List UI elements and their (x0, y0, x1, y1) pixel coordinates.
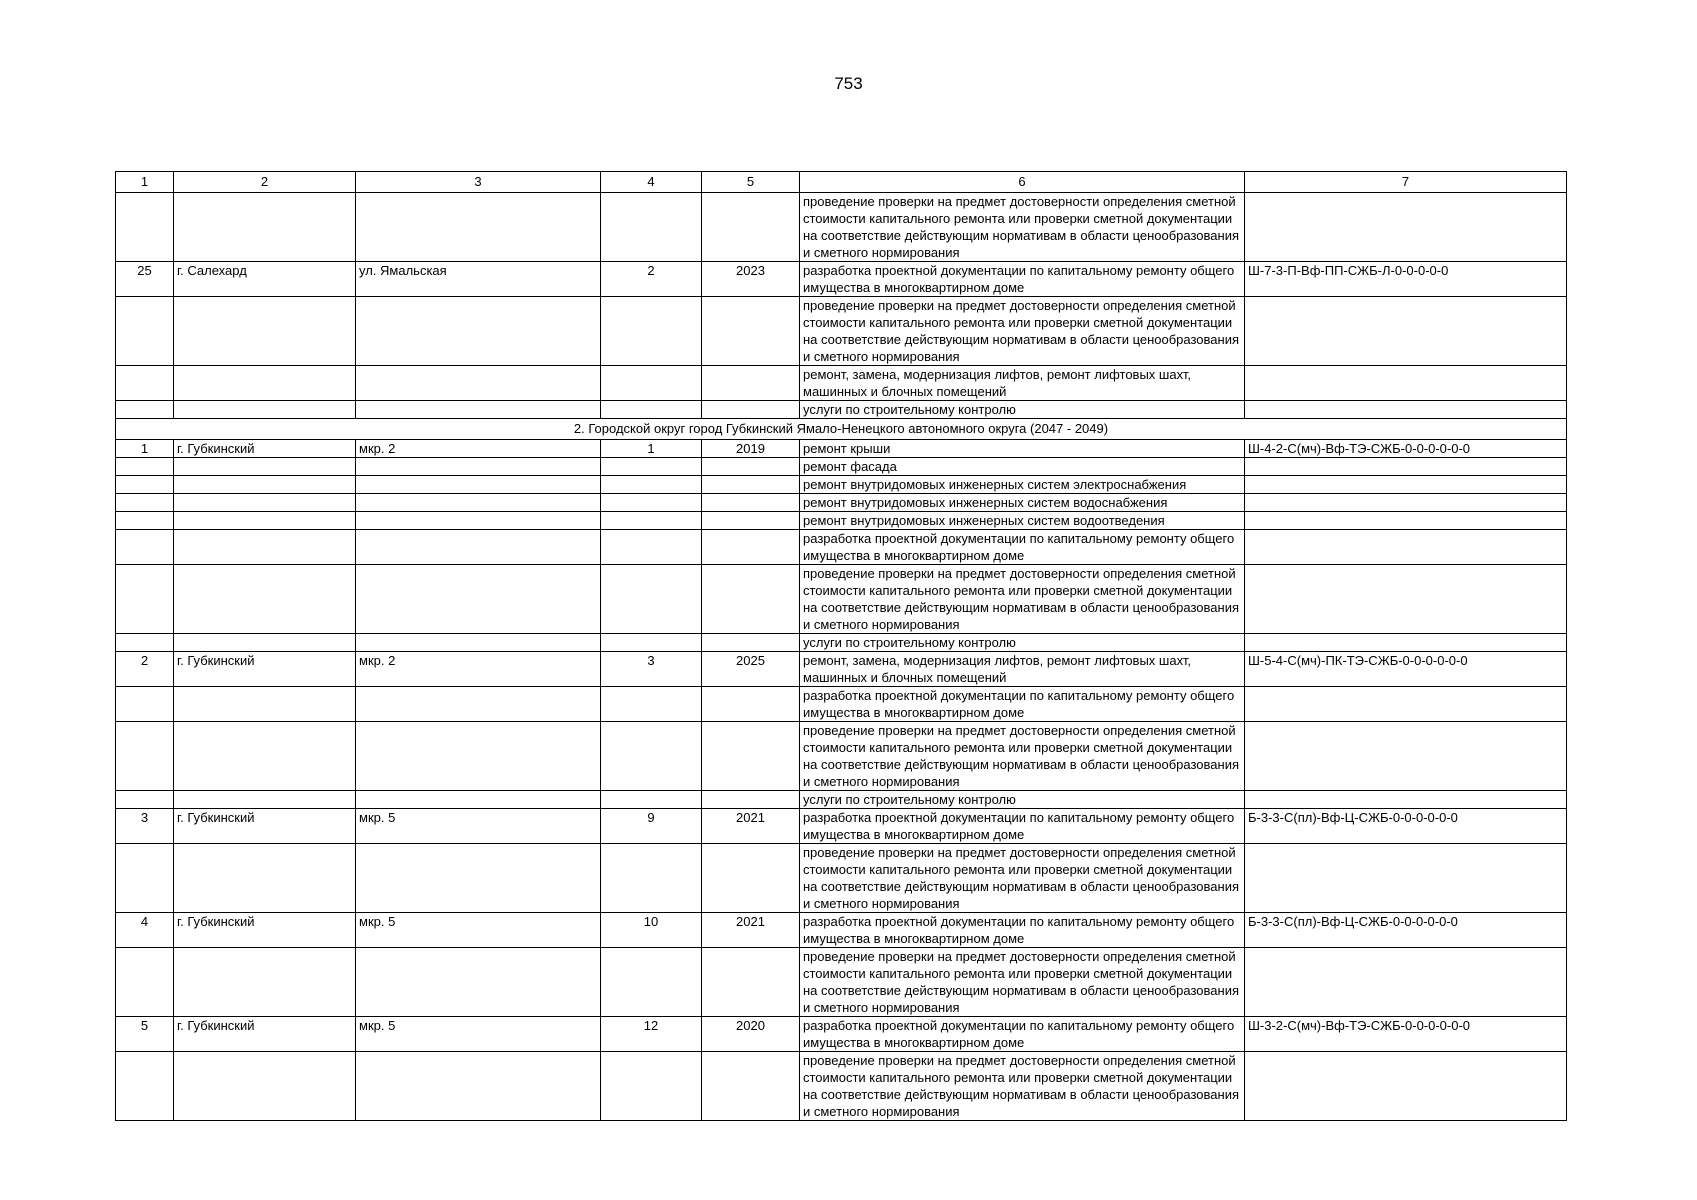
header-cell: 3 (356, 172, 601, 193)
work-type-cell: ремонт внутридомовых инженерных систем водоснабжения (800, 494, 1245, 512)
year-cell (702, 530, 800, 565)
year-cell (702, 722, 800, 791)
work-type-cell: проведение проверки на предмет достоверности определения сметной стоимости капитального ремонта или проверки сметной документации на соответствие действующим нормативам в области ценообразования и сметного нормирования (800, 1052, 1245, 1121)
house-number-cell (601, 494, 702, 512)
building-code-cell: Ш-3-2-С(мч)-Вф-ТЭ-СЖБ-0-0-0-0-0-0 (1245, 1017, 1567, 1052)
year-cell (702, 401, 800, 419)
work-type-cell: проведение проверки на предмет достоверности определения сметной стоимости капитального ремонта или проверки сметной документации на соответствие действующим нормативам в области ценообразования и сметного нормирования (800, 297, 1245, 366)
street-cell (356, 476, 601, 494)
street-cell (356, 458, 601, 476)
year-cell (702, 687, 800, 722)
work-type-cell: ремонт фасада (800, 458, 1245, 476)
work-type-cell: ремонт внутридомовых инженерных систем водоотведения (800, 512, 1245, 530)
municipality-cell (174, 297, 356, 366)
year-cell (702, 512, 800, 530)
street-cell: мкр. 2 (356, 652, 601, 687)
row-number-cell (116, 530, 174, 565)
work-type-cell: услуги по строительному контролю (800, 791, 1245, 809)
house-number-cell (601, 193, 702, 262)
year-cell: 2023 (702, 262, 800, 297)
table-row (116, 262, 1567, 297)
municipality-cell (174, 791, 356, 809)
table-row (116, 687, 1567, 722)
municipality-cell (174, 193, 356, 262)
municipality-cell (174, 458, 356, 476)
work-type-cell: услуги по строительному контролю (800, 634, 1245, 652)
street-cell (356, 844, 601, 913)
street-cell: мкр. 2 (356, 440, 601, 458)
row-number-cell (116, 494, 174, 512)
house-number-cell (601, 948, 702, 1017)
work-type-cell: ремонт, замена, модернизация лифтов, ремонт лифтовых шахт, машинных и блочных помещений (800, 652, 1245, 687)
row-number-cell (116, 193, 174, 262)
municipality-cell (174, 844, 356, 913)
header-cell: 5 (702, 172, 800, 193)
house-number-cell (601, 476, 702, 494)
municipality-cell: г. Губкинский (174, 913, 356, 948)
house-number-cell (601, 1052, 702, 1121)
house-number-cell: 1 (601, 440, 702, 458)
municipality-cell (174, 401, 356, 419)
house-number-cell (601, 634, 702, 652)
work-type-cell: проведение проверки на предмет достоверности определения сметной стоимости капитального ремонта или проверки сметной документации на соответствие действующим нормативам в области ценообразования и сметного нормирования (800, 722, 1245, 791)
street-cell (356, 722, 601, 791)
building-code-cell (1245, 565, 1567, 634)
year-cell (702, 844, 800, 913)
building-code-cell (1245, 401, 1567, 419)
row-number-cell (116, 512, 174, 530)
building-code-cell (1245, 634, 1567, 652)
house-number-cell (601, 366, 702, 401)
house-number-cell (601, 722, 702, 791)
table-row (116, 844, 1567, 913)
house-number-cell: 3 (601, 652, 702, 687)
municipality-cell (174, 494, 356, 512)
year-cell (702, 193, 800, 262)
building-code-cell: Б-3-3-С(пл)-Вф-Ц-СЖБ-0-0-0-0-0-0 (1245, 913, 1567, 948)
row-number-cell (116, 565, 174, 634)
street-cell (356, 494, 601, 512)
table-row (116, 476, 1567, 494)
street-cell (356, 1052, 601, 1121)
building-code-cell (1245, 512, 1567, 530)
municipality-cell: г. Губкинский (174, 1017, 356, 1052)
house-number-cell (601, 530, 702, 565)
section-title: 2. Городской округ город Губкинский Ямало-Ненецкого автономного округа (2047 - 2049) (116, 419, 1567, 440)
house-number-cell: 9 (601, 809, 702, 844)
table-row (116, 1052, 1567, 1121)
table-row (116, 530, 1567, 565)
table-row (116, 722, 1567, 791)
row-number-cell: 4 (116, 913, 174, 948)
header-cell: 6 (800, 172, 1245, 193)
building-code-cell: Ш-4-2-С(мч)-Вф-ТЭ-СЖБ-0-0-0-0-0-0 (1245, 440, 1567, 458)
building-code-cell (1245, 844, 1567, 913)
row-number-cell: 5 (116, 1017, 174, 1052)
work-type-cell: проведение проверки на предмет достоверности определения сметной стоимости капитального ремонта или проверки сметной документации на соответствие действующим нормативам в области ценообразования и сметного нормирования (800, 948, 1245, 1017)
row-number-cell: 2 (116, 652, 174, 687)
street-cell (356, 791, 601, 809)
year-cell (702, 1052, 800, 1121)
year-cell (702, 458, 800, 476)
row-number-cell (116, 366, 174, 401)
building-code-cell (1245, 722, 1567, 791)
street-cell (356, 401, 601, 419)
header-row (116, 172, 1567, 193)
year-cell (702, 366, 800, 401)
table-row (116, 366, 1567, 401)
street-cell: ул. Ямальская (356, 262, 601, 297)
municipality-cell: г. Губкинский (174, 440, 356, 458)
work-type-cell: разработка проектной документации по капитальному ремонту общего имущества в многоквартирном доме (800, 687, 1245, 722)
row-number-cell (116, 687, 174, 722)
header-cell: 2 (174, 172, 356, 193)
year-cell: 2021 (702, 809, 800, 844)
row-number-cell (116, 297, 174, 366)
table-row (116, 565, 1567, 634)
work-type-cell: разработка проектной документации по капитальному ремонту общего имущества в многоквартирном доме (800, 913, 1245, 948)
row-number-cell (116, 948, 174, 1017)
work-type-cell: разработка проектной документации по капитальному ремонту общего имущества в многоквартирном доме (800, 262, 1245, 297)
building-code-cell (1245, 494, 1567, 512)
table-row (116, 948, 1567, 1017)
street-cell (356, 530, 601, 565)
table-row (116, 809, 1567, 844)
street-cell (356, 634, 601, 652)
header-cell: 7 (1245, 172, 1567, 193)
house-number-cell: 12 (601, 1017, 702, 1052)
year-cell: 2019 (702, 440, 800, 458)
building-code-cell (1245, 366, 1567, 401)
year-cell (702, 297, 800, 366)
house-number-cell (601, 687, 702, 722)
work-type-cell: проведение проверки на предмет достоверности определения сметной стоимости капитального ремонта или проверки сметной документации на соответствие действующим нормативам в области ценообразования и сметного нормирования (800, 193, 1245, 262)
house-number-cell (601, 297, 702, 366)
row-number-cell (116, 634, 174, 652)
work-type-cell: ремонт крыши (800, 440, 1245, 458)
year-cell (702, 791, 800, 809)
building-code-cell (1245, 530, 1567, 565)
row-number-cell (116, 476, 174, 494)
house-number-cell (601, 565, 702, 634)
municipality-cell: г. Губкинский (174, 809, 356, 844)
municipality-cell (174, 530, 356, 565)
street-cell (356, 512, 601, 530)
table-row (116, 652, 1567, 687)
municipality-cell (174, 687, 356, 722)
work-type-cell: услуги по строительному контролю (800, 401, 1245, 419)
street-cell (356, 565, 601, 634)
row-number-cell (116, 401, 174, 419)
year-cell (702, 494, 800, 512)
municipality-cell: г. Салехард (174, 262, 356, 297)
building-code-cell (1245, 791, 1567, 809)
table-body (116, 193, 1567, 1121)
table-row (116, 791, 1567, 809)
building-code-cell (1245, 193, 1567, 262)
year-cell: 2025 (702, 652, 800, 687)
section-row (116, 419, 1567, 440)
house-number-cell (601, 512, 702, 530)
municipality-cell: г. Губкинский (174, 652, 356, 687)
street-cell (356, 948, 601, 1017)
row-number-cell (116, 1052, 174, 1121)
row-number-cell (116, 844, 174, 913)
page-number: 753 (834, 74, 863, 93)
row-number-cell: 1 (116, 440, 174, 458)
house-number-cell (601, 844, 702, 913)
street-cell (356, 366, 601, 401)
table-row (116, 913, 1567, 948)
works-table (115, 171, 1567, 1121)
year-cell (702, 476, 800, 494)
building-code-cell (1245, 1052, 1567, 1121)
street-cell: мкр. 5 (356, 1017, 601, 1052)
municipality-cell (174, 565, 356, 634)
street-cell (356, 687, 601, 722)
municipality-cell (174, 512, 356, 530)
street-cell (356, 297, 601, 366)
table-row (116, 193, 1567, 262)
work-type-cell: ремонт, замена, модернизация лифтов, ремонт лифтовых шахт, машинных и блочных помещений (800, 366, 1245, 401)
street-cell (356, 193, 601, 262)
house-number-cell (601, 458, 702, 476)
building-code-cell (1245, 476, 1567, 494)
table-row (116, 494, 1567, 512)
table-row (116, 1017, 1567, 1052)
row-number-cell (116, 791, 174, 809)
work-type-cell: разработка проектной документации по капитальному ремонту общего имущества в многоквартирном доме (800, 530, 1245, 565)
house-number-cell (601, 791, 702, 809)
header-cell: 1 (116, 172, 174, 193)
house-number-cell (601, 401, 702, 419)
building-code-cell (1245, 687, 1567, 722)
municipality-cell (174, 722, 356, 791)
header-cell: 4 (601, 172, 702, 193)
table-row (116, 634, 1567, 652)
year-cell (702, 948, 800, 1017)
year-cell (702, 634, 800, 652)
work-type-cell: разработка проектной документации по капитальному ремонту общего имущества в многоквартирном доме (800, 1017, 1245, 1052)
work-type-cell: проведение проверки на предмет достоверности определения сметной стоимости капитального ремонта или проверки сметной документации на соответствие действующим нормативам в области ценообразования и сметного нормирования (800, 844, 1245, 913)
street-cell: мкр. 5 (356, 809, 601, 844)
street-cell: мкр. 5 (356, 913, 601, 948)
municipality-cell (174, 1052, 356, 1121)
row-number-cell: 3 (116, 809, 174, 844)
row-number-cell (116, 458, 174, 476)
house-number-cell: 2 (601, 262, 702, 297)
row-number-cell (116, 722, 174, 791)
table-row (116, 440, 1567, 458)
municipality-cell (174, 634, 356, 652)
building-code-cell: Ш-7-3-П-Вф-ПП-СЖБ-Л-0-0-0-0-0 (1245, 262, 1567, 297)
work-type-cell: проведение проверки на предмет достоверности определения сметной стоимости капитального ремонта или проверки сметной документации на соответствие действующим нормативам в области ценообразования и сметного нормирования (800, 565, 1245, 634)
building-code-cell: Б-3-3-С(пл)-Вф-Ц-СЖБ-0-0-0-0-0-0 (1245, 809, 1567, 844)
table-row (116, 401, 1567, 419)
building-code-cell (1245, 458, 1567, 476)
table-row (116, 512, 1567, 530)
municipality-cell (174, 948, 356, 1017)
building-code-cell (1245, 948, 1567, 1017)
municipality-cell (174, 366, 356, 401)
house-number-cell: 10 (601, 913, 702, 948)
work-type-cell: ремонт внутридомовых инженерных систем электроснабжения (800, 476, 1245, 494)
year-cell: 2021 (702, 913, 800, 948)
municipality-cell (174, 476, 356, 494)
table-row (116, 297, 1567, 366)
row-number-cell: 25 (116, 262, 174, 297)
year-cell (702, 565, 800, 634)
work-type-cell: разработка проектной документации по капитальному ремонту общего имущества в многоквартирном доме (800, 809, 1245, 844)
table-row (116, 458, 1567, 476)
building-code-cell: Ш-5-4-С(мч)-ПК-ТЭ-СЖБ-0-0-0-0-0-0 (1245, 652, 1567, 687)
year-cell: 2020 (702, 1017, 800, 1052)
building-code-cell (1245, 297, 1567, 366)
